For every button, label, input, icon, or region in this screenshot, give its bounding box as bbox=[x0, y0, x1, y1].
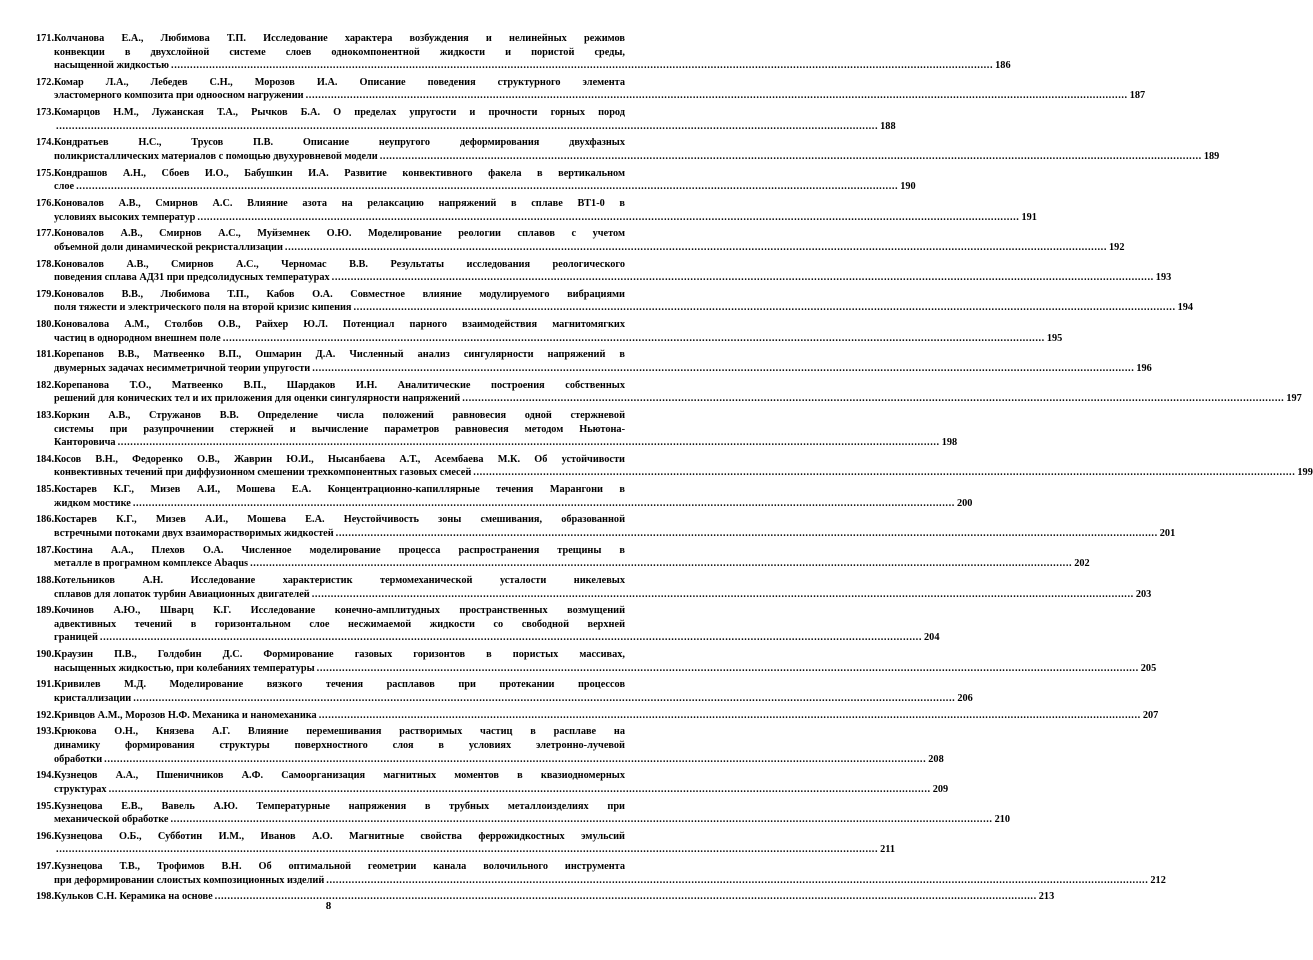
toc-entry bbox=[36, 800, 1011, 827]
entry-number: 193. bbox=[36, 726, 55, 738]
toc-entry bbox=[36, 513, 1176, 540]
toc-entry bbox=[36, 318, 1063, 345]
entry-number: 189. bbox=[36, 605, 55, 617]
toc-entry bbox=[36, 258, 1172, 285]
dot-leader bbox=[171, 59, 993, 73]
entry-page-number: 212 bbox=[1150, 874, 1166, 886]
entry-number: 174. bbox=[36, 137, 55, 149]
entry-text-tail: встречными потоками двух взаиморастворимых жидкостей bbox=[54, 528, 334, 539]
entry-page-number: 186 bbox=[995, 60, 1011, 72]
entry-page-number: 199 bbox=[1297, 467, 1313, 479]
entry-text-line: Краузин П.В., Голдобин Д.С. Формирование газовых горизонтов в пористых массивах, bbox=[54, 649, 625, 661]
entry-number: 177. bbox=[36, 228, 55, 240]
entry-page-number: 213 bbox=[1038, 891, 1055, 903]
entry-page-number: 192 bbox=[1109, 241, 1125, 253]
dot-leader bbox=[285, 241, 1107, 255]
entry-leader-line bbox=[54, 557, 1090, 571]
entry-body bbox=[54, 32, 1011, 73]
entry-text-tail: Кривцов А.М., Морозов Н.Ф. Механика и наномеханика bbox=[54, 709, 317, 721]
dot-leader bbox=[354, 301, 1176, 315]
entry-number: 181. bbox=[36, 349, 55, 361]
dot-leader bbox=[380, 150, 1202, 164]
entry-text-line: Кондрашов А.Н., Сбоев И.О., Бабушкин И.А. Развитие конвективного факела в вертикальном bbox=[54, 167, 625, 179]
entry-text-line: Кондратьев Н.С., Трусов П.В. Описание неупругого деформирования двухфазных bbox=[54, 137, 625, 149]
entry-text-tail: эластомерного композита при одноосном нагружении bbox=[54, 90, 304, 102]
entry-body bbox=[54, 76, 1146, 103]
entry-page-number: 210 bbox=[994, 814, 1011, 826]
entry-page-number: 197 bbox=[1286, 393, 1302, 405]
entry-body bbox=[54, 800, 1011, 827]
entry-text-line: Колчанова Е.А., Любимова Т.П. Исследование характера возбуждения и нелинейных режимов bbox=[54, 33, 625, 44]
entry-leader-line bbox=[54, 211, 1037, 225]
entry-number: 187. bbox=[36, 544, 55, 556]
entry-body bbox=[54, 258, 1172, 285]
dot-leader bbox=[462, 392, 1284, 406]
entry-text-tail: условиях высоких температур bbox=[54, 211, 196, 223]
dot-leader bbox=[197, 211, 1019, 225]
entry-leader-line bbox=[54, 783, 949, 797]
dot-leader bbox=[306, 89, 1128, 103]
entry-body bbox=[54, 197, 1037, 224]
table-of-contents bbox=[36, 32, 1313, 907]
entry-leader-line bbox=[54, 120, 896, 134]
entry-text-tail: кристаллизации bbox=[54, 693, 132, 704]
toc-entry bbox=[36, 648, 1157, 675]
entry-page-number: 203 bbox=[1135, 588, 1152, 600]
entry-text-tail: конвективных течений при диффузионном смешении трехкомпонентных газовых смесей bbox=[54, 467, 472, 479]
toc-entry bbox=[36, 32, 1011, 73]
entry-text-tail: объемной доли динамической рекристаллизации bbox=[54, 241, 283, 253]
entry-leader-line bbox=[54, 527, 1176, 541]
entry-page-number: 189 bbox=[1203, 151, 1220, 163]
page-number: 8 bbox=[325, 900, 332, 912]
entry-text-line: Кочинов А.Ю., Шварц К.Г. Исследование конечно-амплитудных пространственных возмущений bbox=[54, 605, 625, 617]
entry-body bbox=[54, 709, 1159, 723]
entry-leader-line bbox=[54, 466, 1313, 480]
entry-text-tail: металле в програмном комплексе Abaqus bbox=[54, 558, 249, 570]
entry-page-number: 202 bbox=[1074, 558, 1090, 570]
entry-text-tail: насыщенных жидкостью, при колебаниях температуры bbox=[54, 662, 315, 674]
entry-leader-line bbox=[54, 843, 896, 857]
entry-page-number: 195 bbox=[1046, 332, 1063, 344]
entry-leader-line bbox=[54, 631, 940, 645]
entry-body bbox=[54, 860, 1166, 887]
dot-leader bbox=[312, 588, 1134, 602]
entry-leader-line bbox=[54, 89, 1146, 103]
entry-text-line: Кривилев М.Д. Моделирование вязкого течения расплавов при протекании процессов bbox=[54, 679, 625, 691]
entry-page-number: 205 bbox=[1140, 662, 1157, 674]
entry-text-tail: поликристаллических материалов с помощью двухуровневой модели bbox=[54, 151, 378, 163]
entry-number: 176. bbox=[36, 198, 55, 209]
toc-entry bbox=[36, 544, 1090, 571]
entry-page-number: 206 bbox=[957, 693, 973, 704]
entry-number: 192. bbox=[36, 709, 55, 721]
entry-text-line: системы при разупрочнении стержней и вычисление параметров равновесия методом Ньютона- bbox=[54, 423, 625, 435]
entry-body bbox=[54, 167, 916, 194]
toc-entry bbox=[36, 167, 916, 194]
entry-body bbox=[54, 409, 958, 450]
entry-text-tail: границей bbox=[54, 632, 98, 644]
entry-text-line: Коновалов А.В., Смирнов А.С., Муйземнек О.Ю. Моделирование реологии сплавов с учетом bbox=[54, 228, 625, 240]
entry-number: 198. bbox=[36, 891, 55, 903]
entry-number: 171. bbox=[36, 33, 55, 44]
toc-entry bbox=[36, 453, 1313, 480]
entry-text-tail: Кульков С.Н. Керамика на основе bbox=[54, 891, 213, 903]
entry-body bbox=[54, 136, 1220, 163]
dot-leader bbox=[473, 466, 1295, 480]
dot-leader bbox=[133, 692, 955, 706]
entry-body bbox=[54, 648, 1157, 675]
entry-leader-line bbox=[54, 180, 916, 194]
entry-text-line: Коновалова А.М., Столбов О.В., Райхер Ю.Л. Потенциал парного взаимодействия магнитомягких bbox=[54, 319, 625, 331]
dot-leader bbox=[170, 813, 992, 827]
entry-body bbox=[54, 483, 973, 510]
entry-text-line: адвективных течений в горизонтальном слое несжимаемой жидкости со свободной верхней bbox=[54, 618, 625, 630]
entry-number: 173. bbox=[36, 107, 55, 119]
entry-number: 197. bbox=[36, 861, 55, 873]
entry-text-tail: при деформировании слоистых композиционных изделий bbox=[54, 874, 325, 886]
entry-number: 191. bbox=[36, 679, 55, 691]
dot-leader bbox=[336, 527, 1158, 541]
entry-text-tail: жидком мостике bbox=[54, 497, 131, 509]
dot-leader bbox=[56, 120, 878, 134]
entry-number: 186. bbox=[36, 514, 55, 526]
dot-leader bbox=[223, 332, 1045, 346]
toc-entry bbox=[36, 197, 1037, 224]
entry-page-number: 200 bbox=[956, 497, 973, 509]
toc-entry bbox=[36, 136, 1220, 163]
entry-body bbox=[54, 227, 1125, 254]
toc-entry bbox=[36, 860, 1166, 887]
entry-body bbox=[54, 574, 1152, 601]
entry-text-line: Коркин А.В., Стружанов В.В. Определение числа положений равновесия одной стержневой bbox=[54, 409, 625, 421]
entry-body bbox=[54, 348, 1152, 375]
entry-leader-line bbox=[54, 753, 944, 767]
entry-page-number: 208 bbox=[928, 753, 944, 765]
entry-leader-line bbox=[54, 150, 1220, 164]
toc-entry bbox=[36, 830, 896, 857]
dot-leader bbox=[326, 874, 1148, 888]
entry-leader-line bbox=[54, 59, 1011, 73]
entry-text-tail: поля тяжести и электрического поля на второй кризис кипения bbox=[54, 302, 352, 314]
entry-body bbox=[54, 106, 896, 133]
entry-leader-line bbox=[54, 436, 958, 450]
entry-page-number: 204 bbox=[924, 632, 940, 644]
entry-leader-line bbox=[54, 271, 1172, 285]
dot-leader bbox=[250, 557, 1072, 571]
dot-leader bbox=[104, 753, 926, 767]
entry-body bbox=[54, 725, 944, 766]
toc-entry bbox=[36, 348, 1152, 375]
entry-leader-line bbox=[54, 588, 1152, 602]
toc-entry bbox=[36, 76, 1146, 103]
entry-page-number: 194 bbox=[1177, 302, 1194, 314]
entry-text-line: Костарев К.Г., Мизев А.И., Мошева Е.А. Неустойчивость зоны смешивания, образованной bbox=[54, 514, 625, 526]
entry-text-line: Коновалов А.В., Смирнов А.С. Влияние азота на релаксацию напряжений в сплаве ВТ1-0 в bbox=[54, 198, 625, 209]
entry-number: 180. bbox=[36, 319, 55, 331]
entry-number: 196. bbox=[36, 830, 55, 842]
entry-text-tail: сплавов для лопаток турбин Авиационных двигателей bbox=[54, 588, 310, 600]
entry-number: 178. bbox=[36, 258, 55, 270]
entry-page-number: 211 bbox=[880, 844, 896, 856]
entry-text-line: Костина А.А., Плехов О.А. Численное моделирование процесса распространения трещины в bbox=[54, 544, 625, 556]
entry-number: 182. bbox=[36, 379, 55, 391]
entry-text-tail: двумерных задачах несимметричной теории упругости bbox=[54, 363, 311, 374]
entry-text-line: Комарцов Н.М., Лужанская Т.А., Рычков Б.А. О пределах упругости и прочности горных пород bbox=[54, 107, 625, 119]
entry-page-number: 196 bbox=[1136, 363, 1152, 374]
entry-number: 183. bbox=[36, 409, 55, 421]
entry-text-tail: структурах bbox=[54, 783, 107, 795]
entry-text-line: Кузнецова Е.В., Вавель А.Ю. Температурные напряжения в трубных металлоизделиях при bbox=[54, 800, 625, 812]
toc-entry bbox=[36, 409, 958, 450]
toc-entry bbox=[36, 604, 940, 645]
toc-entry bbox=[36, 106, 896, 133]
entry-text-line: Коновалов В.В., Любимова Т.П., Кабов О.А. Совместное влияние модулируемого вибрациями bbox=[54, 288, 625, 300]
entry-number: 179. bbox=[36, 288, 55, 300]
entry-number: 175. bbox=[36, 167, 55, 179]
entry-text-tail: механической обработке bbox=[54, 814, 169, 826]
dot-leader bbox=[76, 180, 898, 194]
entry-page-number: 198 bbox=[941, 437, 958, 449]
entry-text-tail: решений для конических тел и их приложения для оценки сингулярности напряжений bbox=[54, 393, 461, 405]
entry-leader-line bbox=[54, 332, 1063, 346]
entry-text-line: Комар Л.А., Лебедев С.Н., Морозов И.А. Описание поведения структурного элемента bbox=[54, 76, 625, 88]
entry-text-tail: слое bbox=[54, 181, 75, 193]
dot-leader bbox=[100, 631, 922, 645]
entry-page-number: 190 bbox=[900, 181, 916, 193]
dot-leader bbox=[332, 271, 1154, 285]
entry-number: 172. bbox=[36, 76, 55, 88]
entry-body bbox=[54, 769, 949, 796]
toc-entry bbox=[36, 483, 973, 510]
toc-entry bbox=[36, 379, 1302, 406]
dot-leader bbox=[109, 783, 931, 797]
entry-page-number: 207 bbox=[1142, 709, 1159, 721]
entry-text-tail: частиц в однородном внешнем поле bbox=[54, 332, 221, 344]
entry-body bbox=[54, 318, 1063, 345]
entry-page-number: 187 bbox=[1129, 90, 1146, 102]
toc-entry bbox=[36, 709, 1159, 723]
entry-leader-line bbox=[54, 709, 1159, 723]
entry-body bbox=[54, 604, 940, 645]
entry-page-number: 209 bbox=[932, 783, 949, 795]
entry-page-number: 188 bbox=[880, 120, 896, 132]
toc-entry bbox=[36, 725, 944, 766]
entry-text-tail: насыщенной жидкостью bbox=[54, 60, 170, 72]
entry-text-line: Костарев К.Г., Мизев А.И., Мошева Е.А. Концентрационно-капиллярные течения Марангони в bbox=[54, 484, 625, 496]
dot-leader bbox=[118, 436, 940, 450]
entry-text-line: Корепанов В.В., Матвеенко В.П., Ошмарин Д.А. Численный анализ сингулярности напряжений в bbox=[54, 349, 625, 361]
entry-body bbox=[54, 678, 973, 705]
entry-number: 184. bbox=[36, 453, 55, 465]
entry-leader-line bbox=[54, 392, 1302, 406]
toc-entry bbox=[36, 574, 1152, 601]
dot-leader bbox=[133, 497, 955, 511]
entry-body bbox=[54, 288, 1194, 315]
entry-body bbox=[54, 513, 1176, 540]
entry-page-number: 191 bbox=[1021, 211, 1037, 223]
entry-leader-line bbox=[54, 874, 1166, 888]
entry-text-line: Кузнецов А.А., Пшеничников А.Ф. Самоорганизация магнитных моментов в квазиодномерных bbox=[54, 770, 625, 782]
entry-text-tail: Канторовича bbox=[54, 437, 116, 449]
entry-leader-line bbox=[54, 301, 1194, 315]
entry-text-line: Крюкова О.Н., Князева А.Г. Влияние перемешивания растворимых частиц в расплаве на bbox=[54, 726, 625, 738]
entry-number: 190. bbox=[36, 649, 55, 661]
entry-leader-line bbox=[54, 662, 1157, 676]
entry-body bbox=[54, 379, 1302, 406]
entry-text-line: Кузнецова Т.В., Трофимов В.Н. Об оптимальной геометрии канала волочильного инструмента bbox=[54, 861, 625, 873]
toc-entry bbox=[36, 288, 1194, 315]
entry-leader-line bbox=[54, 241, 1125, 255]
entry-body bbox=[54, 453, 1313, 480]
entry-text-line: Косов В.Н., Федоренко О.В., Жаврин Ю.И., Ныcанбаева А.Т., Асембаева М.К. Об устойчивости bbox=[54, 453, 625, 465]
dot-leader bbox=[319, 709, 1141, 723]
entry-text-tail: поведения сплава АД31 при предсолидусных температурах bbox=[54, 272, 330, 284]
entry-number: 195. bbox=[36, 800, 55, 812]
entry-text-line: динамику формирования структуры поверхностного слоя в условиях элетронно-лучевой bbox=[54, 739, 625, 751]
entry-page-number: 193 bbox=[1155, 272, 1172, 284]
entry-text-line: Котельников А.Н. Исследование характеристик термомеханической усталости никелевых bbox=[54, 574, 625, 586]
toc-entry bbox=[36, 227, 1125, 254]
entry-page-number: 201 bbox=[1159, 528, 1176, 539]
entry-text-tail: обработки bbox=[54, 753, 103, 765]
entry-body bbox=[54, 544, 1090, 571]
dot-leader bbox=[317, 662, 1139, 676]
toc-entry bbox=[36, 769, 949, 796]
dot-leader bbox=[312, 362, 1134, 376]
entry-text-line: конвекции в двухслойной системе слоев однокомпонентной жидкости и пористой среды, bbox=[54, 46, 625, 58]
entry-number: 188. bbox=[36, 574, 55, 586]
entry-text-line: Корепанова Т.О., Матвеенко В.П., Шардаков И.Н. Аналитические построения собственных bbox=[54, 379, 625, 391]
entry-leader-line bbox=[54, 497, 973, 511]
entry-body bbox=[54, 830, 896, 857]
entry-text-line: Кузнецова О.Б., Субботин И.М., Иванов А.О. Магнитные свойства феррожидкостных эмульсий bbox=[54, 830, 625, 842]
entry-text-line: Коновалов А.В., Смирнов А.С., Черномас В.В. Результаты исследования реологического bbox=[54, 258, 625, 270]
toc-entry bbox=[36, 678, 973, 705]
entry-number: 194. bbox=[36, 770, 55, 782]
dot-leader bbox=[56, 843, 878, 857]
entry-leader-line bbox=[54, 692, 973, 706]
entry-leader-line bbox=[54, 813, 1011, 827]
entry-leader-line bbox=[54, 362, 1152, 376]
entry-number: 185. bbox=[36, 484, 55, 496]
